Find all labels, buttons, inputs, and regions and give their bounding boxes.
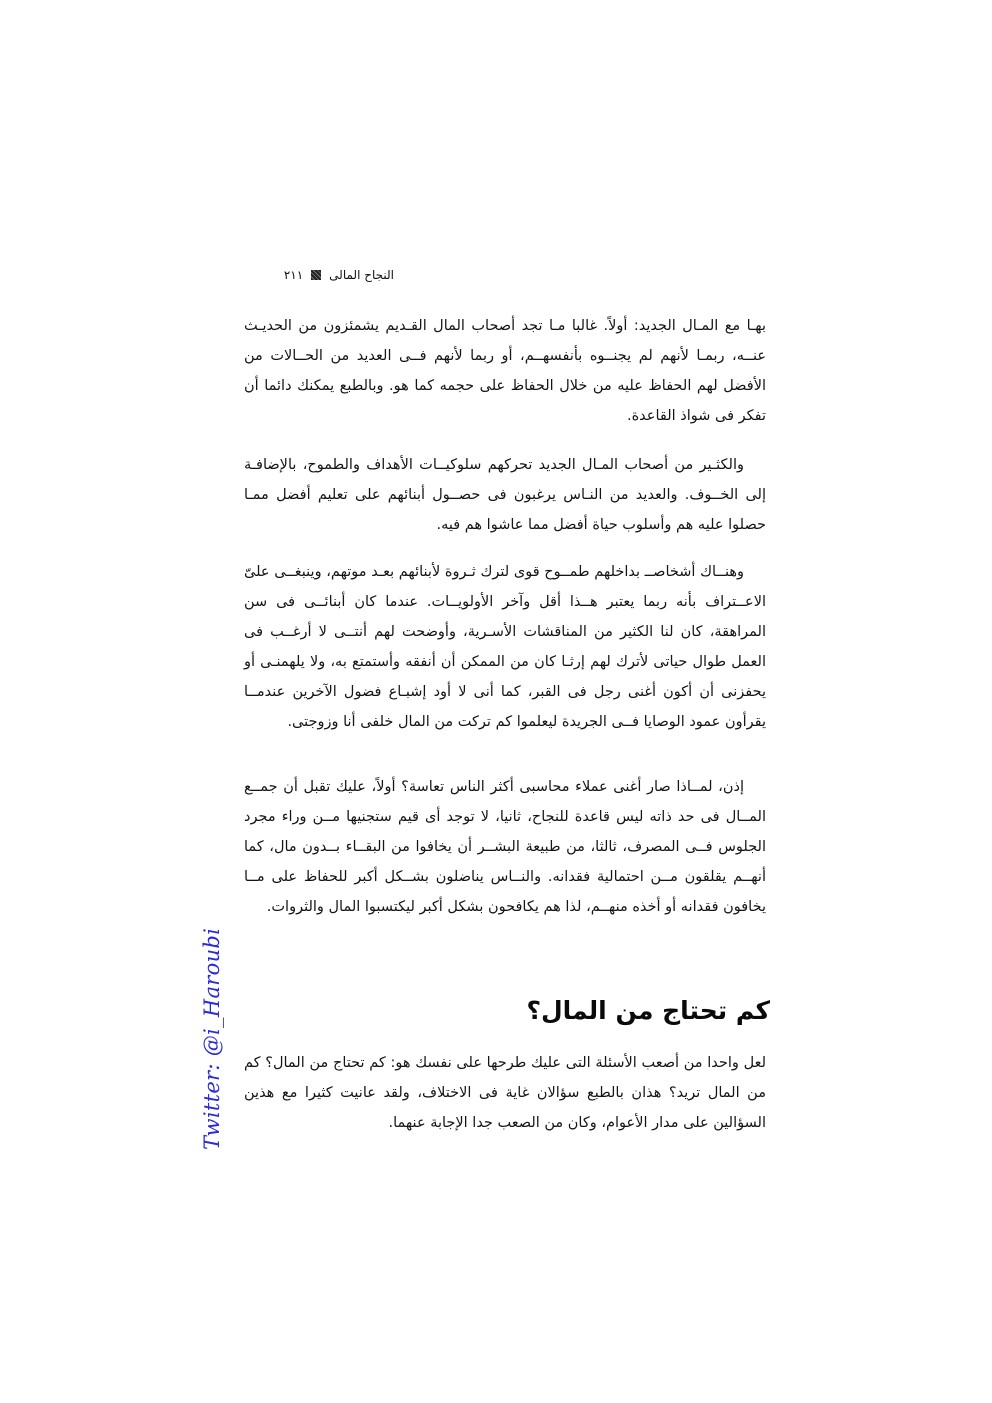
page-number: ٢١١ [283,268,304,282]
paragraph-text: إذن، لمــاذا صار أغنى عملاء محاسبى أكثر الناس تعاسة؟ أولاً، عليك تقبل أن جمــع المــال فى حد ذاته ليس قاعدة للنجاح، ثانيا، لا توجد أى قيم ستجنيها مــن وراء مجرد الجلوس فــى المصرف، ثالثا، من طبيعة البشــر أن يخافوا من البقــاء بــدون مال، كما أنهــم يقلقون مــن احتمالية فقدانه. والنــاس يناضلون بشــكل أكبر للحفاظ على مــا يخافون فقدانه أو أخذه منهــم، لذا هم يكافحون بشكل أكبر ليكتسبوا المال والثروات. [244,779,766,915]
section-heading: كم تحتاج من المال؟ [526,996,770,1025]
paragraph-3 [244,557,766,737]
chapter-title: النجاح المالى [329,268,394,282]
square-ornament-icon [311,270,321,280]
twitter-watermark: Twitter: @i_Haroubi [200,927,224,1150]
paragraph-text: وهنــاك أشخاصــ بداخلهم طمــوح قوى لترك ثـروة لأبنائهم بعـد موتهم، وينبغــى علىّ الاعــتراف بأنه ربما يعتبر هــذا أقل وآخر الأولويــات. عندما كان أبنائــى فى سن المراهقة، كان لنا الكثير من المناقشات الأسـرية، وأوضحت لهم أنتــى لا أرغــب فى العمل طوال حياتى لأترك لهم إرثـا كان من الممكن أن أنفقه وأستمتع به، ولا يلهمنـى أو يحفزنى أن أكون أغنى رجل فى القبر، كما أنى لا أود إشبـاع فضول الآخرين عندمــا يقرأون عمود الوصايا فــى الجريدة ليعلموا كم تركت من المال خلفى أنا وزوجتى. [244,564,766,730]
paragraph-text: بهـا مع المـال الجديد: أولاً. غالبا مـا تجد أصحاب المال القـديم يشمئزون من الحديـث عنــه، ربمـا لأنهم لم يجنــوه بأنفسهــم، أو ربما لأنهم فــى العديد من الحــالات من الأفضل لهم الحفاظ عليه من خلال الحفاظ على حجمه كما هو. وبالطبع يمكنك دائما أن تفكر فى شواذ القاعدة. [244,318,766,424]
paragraph-text: والكثـير من أصحاب المـال الجديد تحركهم سلوكيــات الأهداف والطموح، بالإضافـة إلى الخــوف. والعديد من النـاس يرغبون فى حصــول أبنائهم على تعليم أفضل ممـا حصلوا عليه هم وأسلوب حياة أفضل مما عاشوا هم فيه. [244,457,766,533]
section-paragraph [244,1048,766,1138]
paragraph-text: لعل واحدا من أصعب الأسئلة التى عليك طرحها على نفسك هو: كم تحتاج من المال؟ كم من المال تريد؟ هذان بالطبع سؤالان غاية فى الاختلاف، ولقد عانيت كثيرا مع هذين السؤالين على مدار الأعوام، وكان من الصعب جدا الإجابة عنهما. [244,1055,766,1131]
paragraph-2 [244,450,766,540]
paragraph-4 [244,772,766,922]
running-header [244,266,394,284]
paragraph-1 [244,311,766,431]
